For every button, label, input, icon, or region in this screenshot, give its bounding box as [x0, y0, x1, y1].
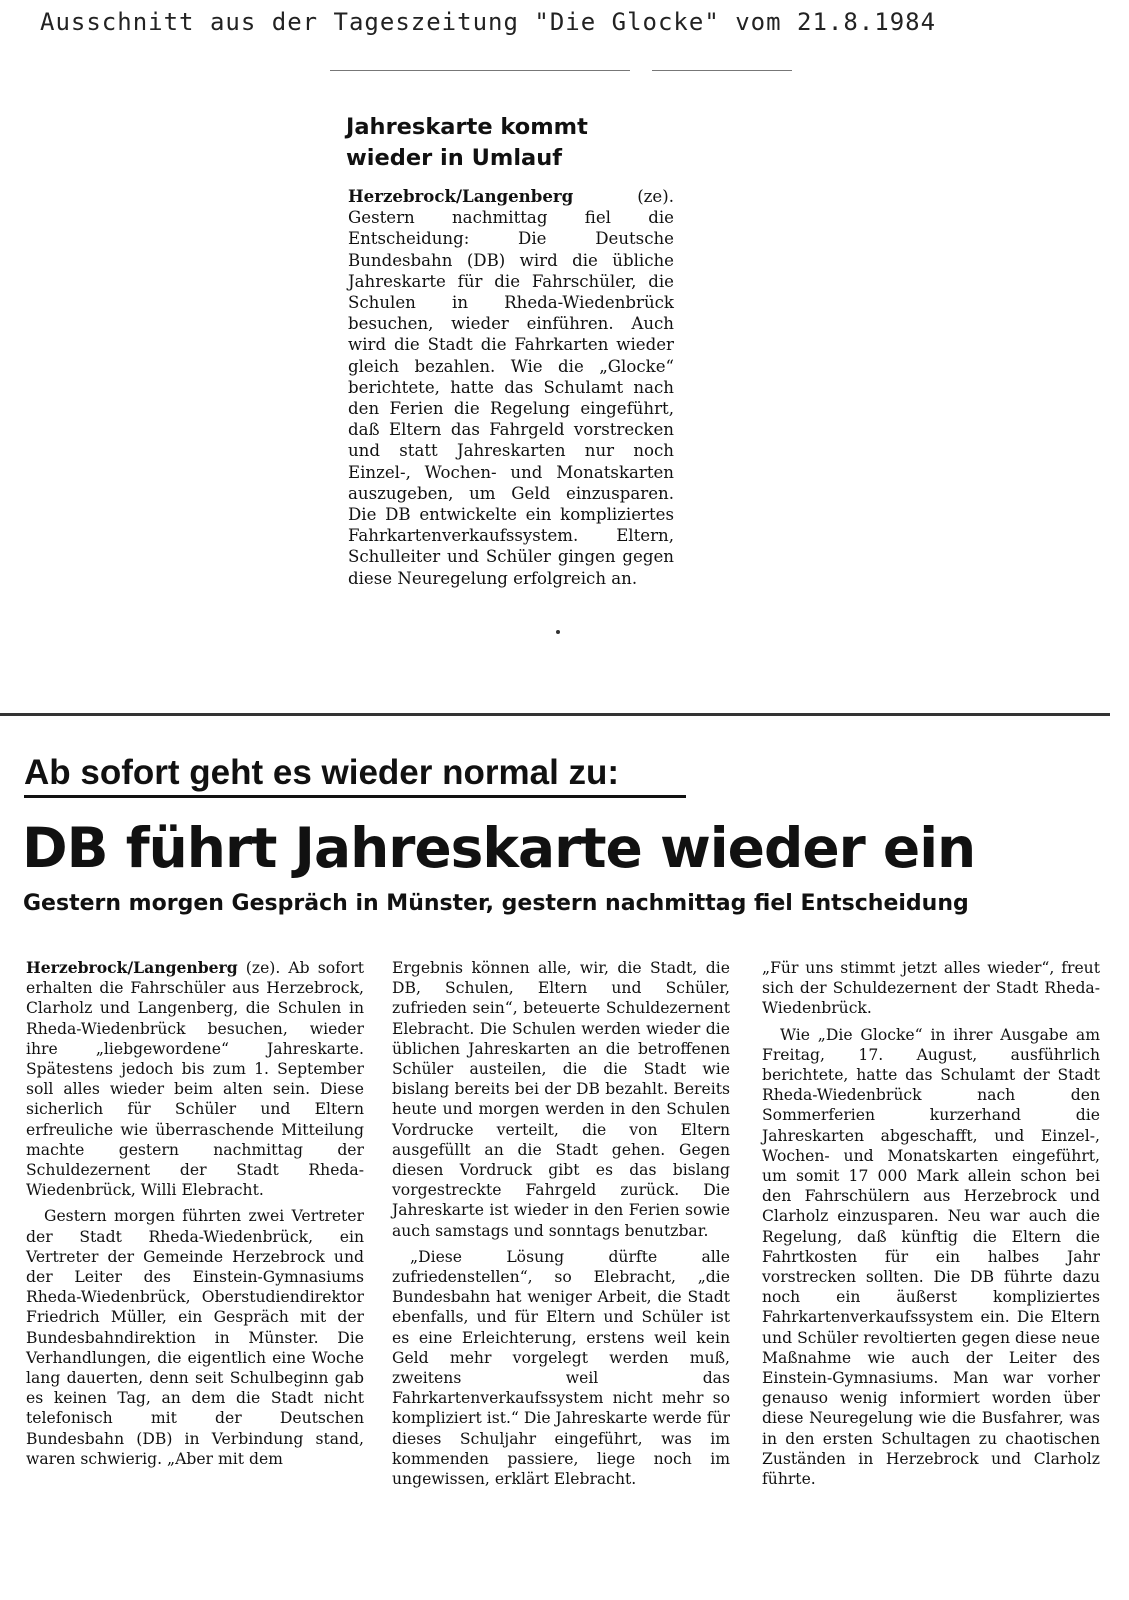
paragraph: Ergebnis können alle, wir, die Stadt, die DB, Schulen, Eltern und Schüler, zufrieden sein“, beteuerte Schuldezernent Elebracht. Die Schulen werden wieder die üblichen Jahreskarten an die betroffenen Schüler austeilen, die die Stadt wie bislang bereits bei der DB bezahlt. Bereits heute und morgen werden in den Schulen Vordrucke verteilt, die von Eltern ausgefüllt an die Stadt gehen. Gegen diesen Vordruck gibt es das bislang vorgestreckte Fahrgeld zurück. Die Jahreskarte ist wieder in den Ferien sowie auch samstags und sonntags benutzbar. [392, 959, 730, 1240]
article-column-2 [392, 958, 730, 1495]
subheadline: Gestern morgen Gespräch in Münster, gestern nachmittag fiel Entscheidung [23, 891, 969, 916]
kicker: Ab sofort geht es wieder normal zu: [24, 753, 620, 792]
divider [330, 70, 630, 71]
headline: DB führt Jahreskarte wieder ein [22, 816, 976, 880]
short-article-text: (ze). Gestern nachmittag fiel die Entscheidung: Die Deutsche Bundesbahn (DB) wird die übliche Jahreskarte für die Fahrschüler, die Schulen in Rheda-Wiedenbrück besuchen, wieder einführen. Auch wird die Stadt die Fahrkarten wieder gleich bezahlen. Wie die „Glocke“ berichtete, hatte das Schulamt nach den Ferien die Regelung eingeführt, daß Eltern das Fahrgeld vorstrecken und statt Jahreskarten nur noch Einzel-, Wochen- und Monatskarten auszugeben, um Geld einzusparen. Die DB entwickelte ein kompliziertes Fahrkartenverkaufssystem. Eltern, Schulleiter und Schüler gingen gegen diese Neuregelung erfolgreich an. [348, 187, 674, 588]
section-divider [0, 713, 1110, 716]
short-article-body [348, 186, 674, 589]
short-article-title-line: Jahreskarte kommt [346, 114, 588, 140]
article-column-3 [762, 958, 1100, 1495]
article-column-1 [26, 958, 364, 1475]
paragraph: „Diese Lösung dürfte alle zufriedenstellen“, so Elebracht, „die Bundesbahn hat weniger Arbeit, die Stadt ebenfalls, und für Eltern und Schüler ist es eine Erleichterung, erstens weil kein Geld mehr vorgelegt werden muß, zweitens weil das Fahrkartenverkaufssystem nicht mehr so kompliziert ist.“ Die Jahreskarte werde für dieses Schuljahr eingeführt, was im kommenden passiere, liege noch im ungewissen, erklärt Elebracht. [392, 1247, 730, 1489]
dateline: Herzebrock/Langenberg [348, 186, 574, 206]
paragraph: „Für uns stimmt jetzt alles wieder“, freut sich der Schuldezernent der Stadt Rheda-Wiedenbrück. [762, 959, 1100, 1018]
paragraph: Gestern morgen führten zwei Vertreter der Stadt Rheda-Wiedenbrück, ein Vertreter der Gemeinde Herzebrock und der Leiter des Einstein-Gymnasiums Rheda-Wiedenbrück, Oberstudiendirektor Friedrich Müller, ein Gespräch mit der Bundesbahndirektion in Münster. Die Verhandlungen, die eigentlich eine Woche lang dauerten, denn seit Schulbeginn gab es keinen Tag, an dem die Stadt nicht telefonisch mit der Deutschen Bundesbahn (DB) in Verbindung stand, waren schwierig. „Aber mit dem [26, 1207, 364, 1468]
paragraph-text: (ze). Ab sofort erhalten die Fahrschüler aus Herzebrock, Clarholz und Langenberg, die Schulen in Rheda-Wiedenbrück besuchen, wieder ihre „liebgewordene“ Jahreskarte. Spätestens jedoch bis zum 1. September soll alles wieder beim alten sein. Diese sicherlich für Schüler und Eltern erfreuliche wie überraschende Mitteilung machte gestern nachmittag der Schuldezernent der Stadt Rheda-Wiedenbrück, Willi Elebracht. [26, 959, 364, 1200]
dateline: Herzebrock/Langenberg [26, 958, 238, 977]
kicker-underline [24, 795, 686, 798]
short-article-title [346, 112, 666, 174]
divider [652, 70, 792, 71]
ink-dot [556, 630, 560, 634]
paragraph [26, 958, 364, 1200]
clipping-caption: Ausschnitt aus der Tageszeitung "Die Glocke" vom 21.8.1984 [40, 8, 937, 36]
short-article-title-line: wieder in Umlauf [346, 145, 563, 171]
paragraph: Wie „Die Glocke“ in ihrer Ausgabe am Freitag, 17. August, ausführlich berichtete, hatte das Schulamt der Stadt Rheda-Wiedenbrück nach den Sommerferien kurzerhand die Jahreskarten abgeschafft, und Einzel-, Wochen- und Monatskarten eingeführt, um somit 17 000 Mark allein schon bei den Fahrschülern aus Herzebrock und Clarholz einzusparen. Neu war auch die Regelung, daß künftig die Eltern die Fahrtkosten für ein halbes Jahr vorstrecken sollten. Die DB führte dazu noch ein äußerst kompliziertes Fahrkartenverkaufssystem ein. Die Eltern und Schüler revoltierten gegen diese neue Maßnahme wie auch der Leiter des Einstein-Gymnasiums. Man war vorher genauso wenig informiert worden über diese Neuregelung wie die Busfahrer, was in den ersten Schultagen zu chaotischen Zuständen in Herzebrock und Clarholz führte. [762, 1025, 1100, 1489]
